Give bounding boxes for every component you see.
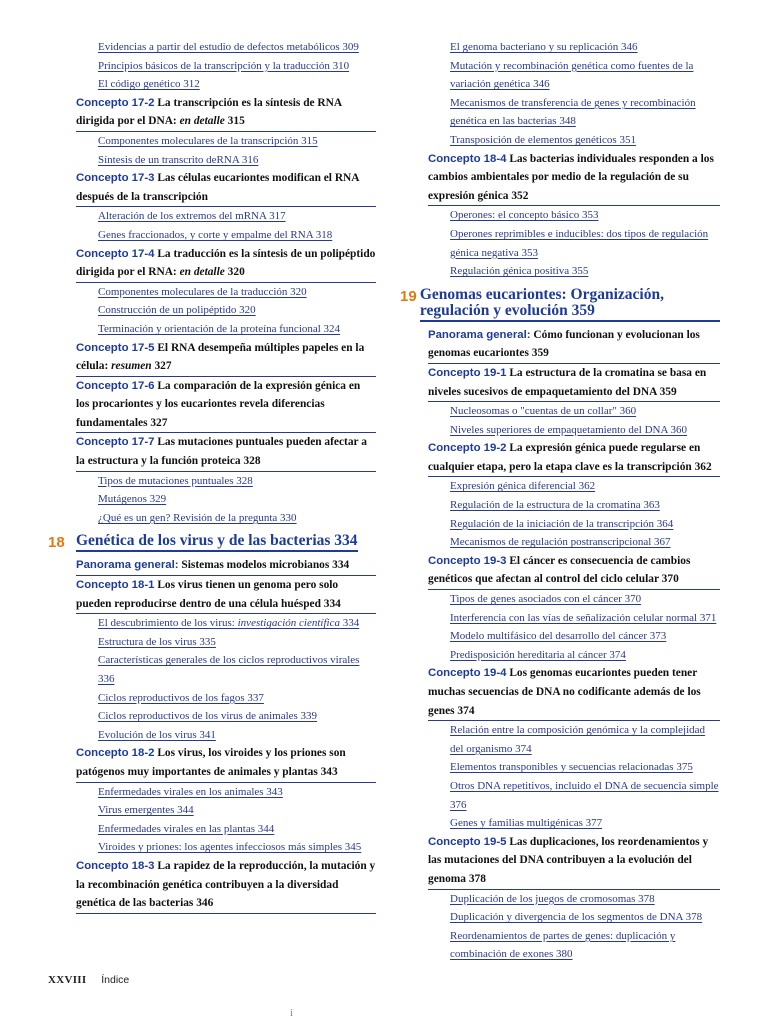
concept-italic: en detalle <box>179 266 225 279</box>
toc-entry[interactable]: Ciclos reproductivos de los virus de animales 339 <box>98 710 318 723</box>
toc-entry[interactable]: Terminación y orientación de la proteína funcional 324 <box>98 322 341 335</box>
concept-text: La estructura de la cromatina se basa en niveles sucesivos de empaquetamiento del DNA 359 <box>428 366 707 398</box>
panorama-text: Sistemas modelos microbianos 334 <box>178 559 350 572</box>
toc-entry[interactable]: Mecanismos de transferencia de genes y recombinación genética en las bacterias 348 <box>450 96 696 128</box>
toc-entry[interactable]: ¿Qué es un gen? Revisión de la pregunta 330 <box>98 511 297 524</box>
toc-entry[interactable]: Construcción de un polipéptido 320 <box>98 304 256 317</box>
toc-entry[interactable]: Reordenamientos de partes de genes: duplicación y combinación de exones 380 <box>450 929 676 961</box>
panorama-general-18[interactable] <box>76 556 376 576</box>
toc-entry[interactable]: Enfermedades virales en los animales 343 <box>98 785 283 798</box>
concept-label: Concepto 19-4 <box>428 667 507 680</box>
page-number: XXVIII <box>48 974 87 986</box>
concept-18-2[interactable] <box>76 744 376 782</box>
concept-17-6[interactable] <box>76 377 376 434</box>
toc-entry[interactable]: Componentes moleculares de la traducción 320 <box>98 285 307 298</box>
panorama-text: Cómo funcionan y evolucionan los genomas eucariontes 359 <box>428 328 700 360</box>
concept-17-4[interactable] <box>76 245 376 283</box>
toc-entry[interactable]: Tipos de genes asociados con el cáncer 370 <box>450 593 642 606</box>
toc-entry[interactable]: Estructura de los virus 335 <box>98 635 216 648</box>
concept-17-7[interactable] <box>76 433 376 471</box>
concept-19-5[interactable] <box>428 833 720 890</box>
toc-entry[interactable]: El código genético 312 <box>98 78 200 91</box>
toc-entry[interactable]: Modelo multifásico del desarrollo del cáncer 373 <box>450 630 667 643</box>
page-mark: i <box>290 1008 293 1019</box>
toc-entry[interactable]: Duplicación de los juegos de cromosomas 378 <box>450 892 655 905</box>
concept-label: Concepto 19-1 <box>428 366 507 379</box>
toc-entry[interactable]: Componentes moleculares de la transcripción 315 <box>98 134 318 147</box>
page-footer <box>48 974 129 986</box>
toc-entry[interactable]: Genes y familias multigénicas 377 <box>450 817 603 830</box>
entry-italic: investigación científica <box>237 617 340 630</box>
concept-label: Concepto 18-1 <box>76 579 155 592</box>
concept-label: Concepto 17-7 <box>76 436 155 449</box>
toc-entry[interactable]: Operones: el concepto básico 353 <box>450 209 599 222</box>
toc-entry[interactable]: Operones reprimibles e inducibles: dos tipos de regulación génica negativa 353 <box>450 227 709 259</box>
chapter-number: 18 <box>48 534 65 552</box>
toc-entry[interactable]: Enfermedades virales en las plantas 344 <box>98 822 275 835</box>
concept-text: Las duplicaciones, los reordenamientos y las mutaciones del DNA contribuyen a la evolución del genoma 378 <box>428 835 709 885</box>
entry-text: El descubrimiento de los virus: <box>98 617 238 630</box>
entry-page: 334 <box>339 617 360 630</box>
toc-left-column <box>48 38 376 914</box>
concept-text: La transcripción es la síntesis de RNA dirigida por el DNA: <box>76 96 342 128</box>
toc-entry[interactable]: Expresión génica diferencial 362 <box>450 480 596 493</box>
chapter-number: 19 <box>400 287 417 305</box>
toc-entry[interactable]: Ciclos reproductivos de los fagos 337 <box>98 691 264 704</box>
concept-page: 327 <box>151 360 172 373</box>
chapter-title: Genética de los virus y de las bacterias 334 <box>76 533 358 552</box>
toc-entry[interactable]: Duplicación y divergencia de los segmentos de DNA 378 <box>450 911 703 924</box>
concept-label: Concepto 19-5 <box>428 835 507 848</box>
toc-entry[interactable]: Relación entre la composición genómica y la complejidad del organismo 374 <box>450 724 706 755</box>
concept-label: Concepto 18-3 <box>76 859 155 872</box>
concept-text: La comparación de la expresión génica en los procariontes y los eucariontes revela diferencias fundamentales 327 <box>76 379 361 429</box>
concept-18-4[interactable] <box>428 150 720 207</box>
concept-text: Los virus tienen un genoma pero solo pueden reproducirse dentro de una célula huésped 334 <box>76 579 341 610</box>
panorama-label: Panorama general: <box>428 328 531 341</box>
concept-text: El cáncer es consecuencia de cambios genéticos que afectan al control del ciclo celular 370 <box>428 554 691 586</box>
concept-19-3[interactable] <box>428 552 720 590</box>
toc-entry[interactable]: Niveles superiores de empaquetamiento del DNA 360 <box>450 423 688 436</box>
toc-entry[interactable]: Genes fraccionados, y corte y empalme del RNA 318 <box>98 228 333 241</box>
concept-text: La traducción es la síntesis de un polipéptido dirigida por el RNA: <box>76 247 376 279</box>
concept-label: Concepto 19-2 <box>428 442 507 455</box>
toc-entry[interactable]: Alteración de los extremos del mRNA 317 <box>98 210 286 223</box>
concept-text: Las mutaciones puntuales pueden afectar a la estructura y la función proteica 328 <box>76 436 367 468</box>
concept-label: Concepto 18-2 <box>76 747 155 760</box>
toc-entry[interactable]: Mutágenos 329 <box>98 493 167 506</box>
concept-18-1[interactable] <box>76 576 376 614</box>
concept-text: La rapidez de la reproducción, la mutación y la recombinación genética contribuyen a la diversidad genética de las bacterias 346 <box>76 859 376 910</box>
concept-17-3[interactable] <box>76 169 376 207</box>
chapter-19-heading[interactable] <box>400 287 720 322</box>
toc-right-column <box>400 38 720 964</box>
concept-text: Los genomas eucariontes pueden tener muchas secuencias de DNA no codificante además de los genes 374 <box>428 667 701 717</box>
concept-17-2[interactable] <box>76 94 376 132</box>
concept-19-2[interactable] <box>428 439 720 477</box>
toc-entry[interactable]: Síntesis de un transcrito deRNA 316 <box>98 153 259 166</box>
concept-label: Concepto 19-3 <box>428 554 507 567</box>
concept-text: Las bacterias individuales responden a los cambios ambientales por medio de la regulación de su expresión génica 352 <box>428 152 714 202</box>
toc-entry[interactable]: Regulación génica positiva 355 <box>450 265 589 278</box>
concept-17-5[interactable] <box>76 339 376 377</box>
chapter-18-heading[interactable] <box>48 533 376 552</box>
concept-label: Concepto 17-4 <box>76 247 155 260</box>
toc-entry[interactable]: Transposición de elementos genéticos 351 <box>450 133 636 146</box>
toc-entry[interactable]: Características generales de los ciclos reproductivos virales 336 <box>98 654 360 685</box>
concept-text: Las células eucariontes modifican el RNA después de la transcripción <box>76 172 359 203</box>
chapter-title: Genomas eucariontes: Organización, regulación y evolución 359 <box>420 287 720 322</box>
toc-entry[interactable] <box>76 614 376 633</box>
concept-text: El RNA desempeña múltiples papeles en la célula: <box>76 341 365 373</box>
concept-label: Concepto 17-3 <box>76 172 155 185</box>
toc-entry[interactable]: Evidencias a partir del estudio de defectos metabólicos 309 <box>98 41 359 53</box>
toc-entry[interactable]: Virus emergentes 344 <box>98 804 194 817</box>
concept-label: Concepto 17-6 <box>76 379 155 392</box>
toc-entry[interactable]: Interferencia con las vías de señalización celular normal 371 <box>450 611 717 624</box>
panorama-label: Panorama general: <box>76 559 179 572</box>
concept-label: Concepto 17-5 <box>76 341 155 354</box>
toc-entry[interactable]: Tipos de mutaciones puntuales 328 <box>98 474 253 487</box>
concept-italic: resumen <box>111 360 152 373</box>
toc-entry[interactable]: Otros DNA repetitivos, incluido el DNA de secuencia simple 376 <box>450 779 719 811</box>
toc-entry[interactable]: Regulación de la estructura de la cromatina 363 <box>450 499 660 512</box>
concept-19-1[interactable] <box>428 364 720 402</box>
toc-entry[interactable]: Principios básicos de la transcripción y la traducción 310 <box>98 59 350 72</box>
concept-page: 320 <box>224 266 245 279</box>
toc-entry[interactable]: El genoma bacteriano y su replicación 346 <box>450 41 638 53</box>
toc-entry[interactable]: Predisposición hereditaria al cáncer 374 <box>450 648 626 661</box>
toc-entry[interactable]: Elementos transponibles y secuencias relacionadas 375 <box>450 761 693 774</box>
concept-label: Concepto 17-2 <box>76 96 155 109</box>
toc-entry[interactable]: Viroides y priones: los agentes infecciosos más simples 345 <box>98 841 362 854</box>
section-name: Índice <box>101 974 130 986</box>
concept-page: 315 <box>224 115 245 128</box>
toc-entry[interactable]: Evolución de los virus 341 <box>98 728 216 741</box>
concept-label: Concepto 18-4 <box>428 152 507 165</box>
toc-entry[interactable]: Mecanismos de regulación postranscripcional 367 <box>450 536 671 549</box>
toc-entry[interactable]: Regulación de la iniciación de la transcripción 364 <box>450 517 674 530</box>
concept-18-3[interactable] <box>76 857 376 914</box>
panorama-general-19[interactable] <box>428 326 720 364</box>
concept-text: La expresión génica puede regularse en cualquier etapa, pero la etapa clave es la transcripción 362 <box>428 442 712 473</box>
toc-entry[interactable]: Nucleosomas o "cuentas de un collar" 360 <box>450 405 637 418</box>
concept-text: Los virus, los viroides y los priones son patógenos muy importantes de animales y plantas 343 <box>76 747 346 778</box>
concept-19-4[interactable] <box>428 664 720 721</box>
concept-italic: en detalle <box>179 115 225 128</box>
toc-entry[interactable]: Mutación y recombinación genética como fuentes de la variación genética 346 <box>450 59 694 91</box>
